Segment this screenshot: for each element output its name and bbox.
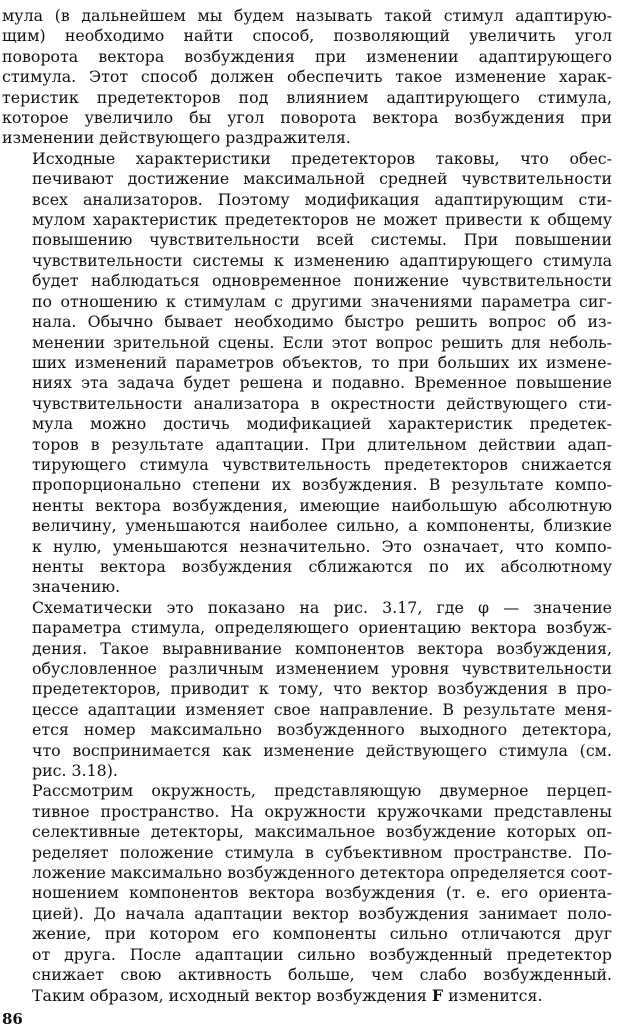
text-line: стимула. Этот способ должен обеспечить такое изменение харак- bbox=[2, 67, 612, 87]
text-line: ненты вектора возбуждения сближаются по их абсолютному bbox=[32, 556, 612, 576]
text-line: величину, уменьшаются наиболее сильно, а компоненты, близкие bbox=[32, 516, 612, 536]
text-line: теристик предетекторов под влиянием адаптирующего стимула, bbox=[2, 87, 612, 107]
text-line: будет наблюдаться одновременное понижение чувствительности bbox=[32, 271, 612, 291]
text-line: повышению чувствительности всей системы. При повышении bbox=[32, 230, 612, 250]
text-line: Таким образом, исходный вектор возбуждения F изменится. bbox=[32, 985, 543, 1005]
text-line: поворота вектора возбуждения при изменении адаптирующего bbox=[2, 46, 612, 66]
paragraph bbox=[2, 6, 612, 149]
text-line: параметра стимула, определяющего ориентацию вектора возбуж- bbox=[32, 618, 612, 638]
text-line: ется номер максимально возбужденного выходного детектора, bbox=[32, 720, 612, 740]
text-line: тивное пространство. На окружности кружочками представлены bbox=[32, 801, 612, 821]
text-line: всех анализаторов. Поэтому модификация адаптирующим сти- bbox=[32, 189, 612, 209]
text-line: цией). До начала адаптации вектор возбуждения занимает поло- bbox=[32, 903, 612, 923]
text-line: к нулю, уменьшаются незначительно. Это означает, что компо- bbox=[32, 536, 612, 556]
text-line: печивают достижение максимальной средней чувствительности bbox=[32, 169, 612, 189]
text-line: что воспринимается как изменение действующего стимула (см. bbox=[32, 740, 612, 760]
text-line: ненты вектора возбуждения, имеющие наибольшую абсолютную bbox=[32, 495, 612, 515]
text-line: обусловленное различным изменением уровня чувствительности bbox=[32, 659, 612, 678]
text-line: от друга. После адаптации сильно возбужденный предетектор bbox=[32, 944, 612, 964]
text-line: изменении действующего раздражителя. bbox=[2, 128, 351, 148]
text-line: щим) необходимо найти способ, позволяющий увеличить угол bbox=[2, 26, 612, 46]
text-line: торов в результате адаптации. При длительном действии адап- bbox=[32, 434, 612, 454]
vector-symbol: F bbox=[431, 985, 444, 1005]
text-line: ших изменений параметров объектов, то при больших их измене- bbox=[32, 352, 612, 372]
text-line: менении зрительной сцены. Если этот вопрос решить для неболь- bbox=[32, 332, 612, 352]
text-line: ниях эта задача будет решена и подавно. Временное повышение bbox=[32, 373, 612, 393]
page-body bbox=[2, 6, 612, 1006]
paragraph bbox=[2, 781, 612, 1005]
text-line: пропорционально степени их возбуждения. В результате компо- bbox=[32, 475, 612, 495]
text-line: предетекторов, приводит к тому, что вектор возбуждения в про- bbox=[32, 679, 612, 699]
text-line: Исходные характеристики предетекторов таковы, что обес- bbox=[32, 148, 612, 168]
page-number: 86 bbox=[2, 1010, 23, 1028]
text-line: мула можно достичь модификацией характеристик предетек- bbox=[32, 414, 612, 434]
text-line: Рассмотрим окружность, представляющую двумерное перцеп- bbox=[32, 781, 612, 801]
text-line: нала. Обычно бывает необходимо быстро решить вопрос об из- bbox=[32, 312, 612, 332]
text-line: мула (в дальнейшем мы будем называть такой стимул адаптирую- bbox=[2, 6, 612, 25]
text-line: чувствительности анализатора в окрестности действующего сти- bbox=[32, 393, 612, 413]
paragraph bbox=[2, 149, 612, 598]
text-line: жение, при котором его компоненты сильно отличаются друг bbox=[32, 924, 612, 944]
text-line: тирующего стимула чувствительность предетекторов снижается bbox=[32, 454, 612, 474]
text-line: мулом характеристик предетекторов не может привести к общему bbox=[32, 210, 612, 230]
text-line: ношением компонентов вектора возбуждения (т. е. его ориента- bbox=[32, 883, 612, 903]
text-line: рис. 3.18). bbox=[32, 761, 118, 781]
text-line: селективные детекторы, максимальное возбуждение которых оп- bbox=[32, 822, 612, 842]
text-line: снижает свою активность больше, чем слабо возбужденный. bbox=[32, 965, 612, 985]
text-line: ложение максимально возбужденного детектора определяется соот- bbox=[32, 863, 612, 883]
text-line: которое увеличило бы угол поворота вектора возбуждения при bbox=[2, 108, 612, 128]
paragraph bbox=[2, 598, 612, 782]
text-line: Схематически это показано на рис. 3.17, где φ — значение bbox=[32, 597, 612, 617]
text-line: значению. bbox=[32, 577, 121, 597]
text-line: дения. Такое выравнивание компонентов вектора возбуждения, bbox=[32, 638, 612, 658]
text-line: цессе адаптации изменяет свое направление. В результате меня- bbox=[32, 699, 612, 719]
text-line: чувствительности системы к изменению адаптирующего стимула bbox=[32, 250, 612, 270]
text-line: ределяет положение стимула в субъективном пространстве. По- bbox=[32, 842, 612, 862]
text-line: по отношению к стимулам с другими значениями параметра сиг- bbox=[32, 291, 612, 311]
